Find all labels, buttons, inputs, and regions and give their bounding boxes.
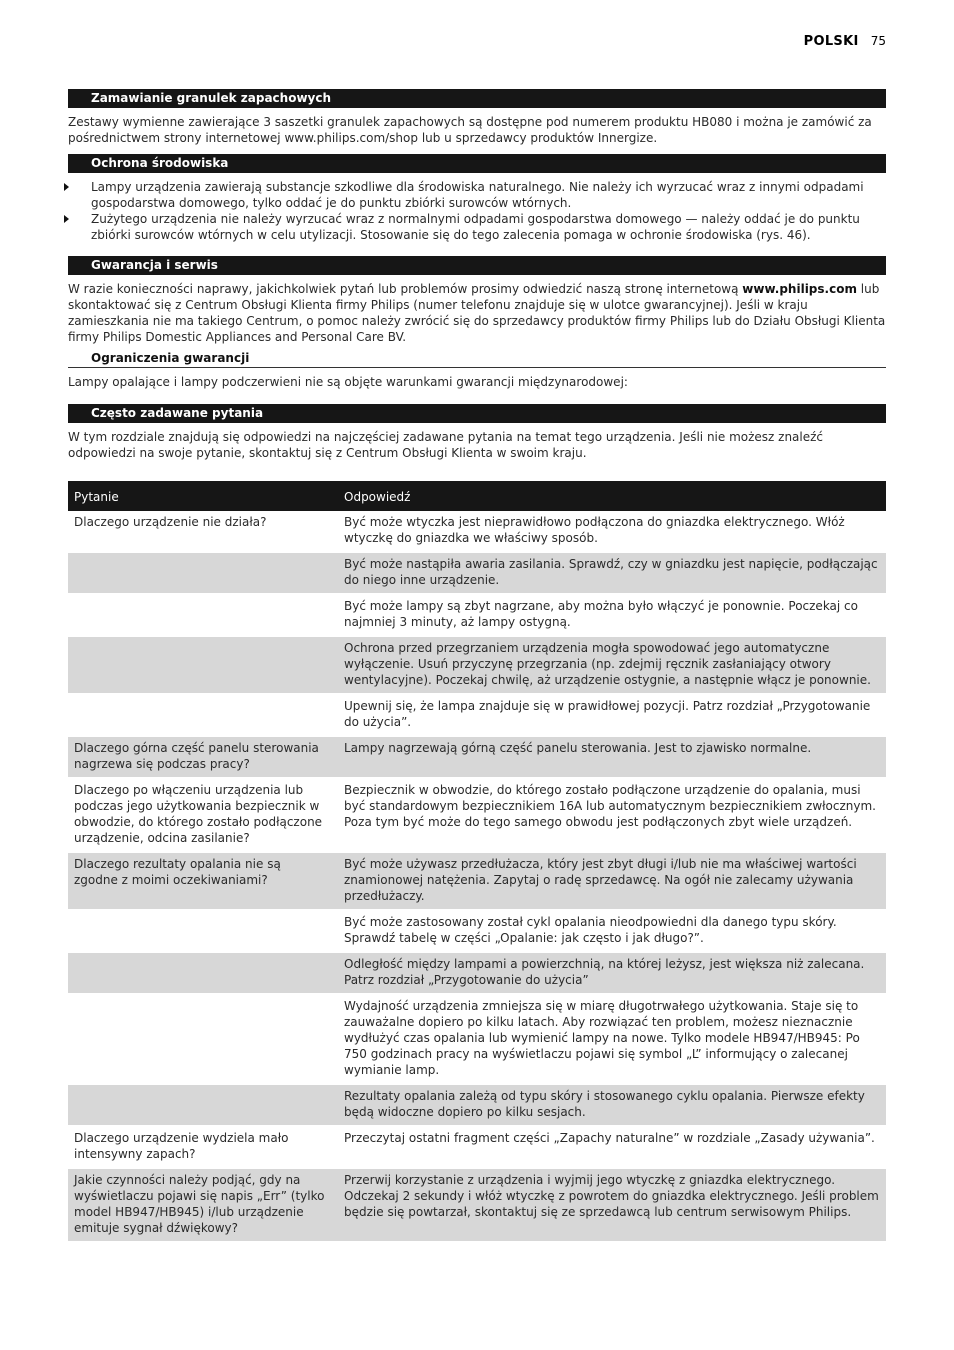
faq-table-body <box>68 511 886 1242</box>
page-content <box>68 89 886 1243</box>
question-cell: Dlaczego po włączeniu urządzenia lub podczas jego użytkowania bezpiecznik w obwodzie, do którego zostało podłączone urządzenie, odcina zasilanie? <box>68 778 332 852</box>
table-row <box>68 1084 886 1126</box>
warranty-text-after: lub skontaktować się z Centrum Obsługi Klienta firmy Philips (numer telefonu znajduje się w ulotce gwarancyjnej). Jeśli w kraju zamieszkania nie ma takiego Centrum, o pomoc należy zwrócić się do sprzedawcy produktów firmy Philips lub do Działu Obsługi Klienta firmy Philips Domestic Appliances and Personal Care BV. <box>68 282 886 344</box>
question-cell <box>68 552 332 594</box>
table-row <box>68 1168 886 1242</box>
faq-intro: W tym rozdziale znajdują się odpowiedzi na najczęściej zadawane pytania na temat tego urządzenia. Jeśli nie możesz znaleźć odpowiedzi na swoje pytanie, skontaktuj się z Centrum Obsługi Klienta w swoim kraju. <box>68 430 824 460</box>
section-title-environment: Ochrona środowiska <box>68 154 886 173</box>
table-row <box>68 778 886 852</box>
question-cell <box>68 594 332 636</box>
faq-table <box>68 481 886 1243</box>
answer-cell: Być może wtyczka jest nieprawidłowo podłączona do gniazdka elektrycznego. Włóż wtyczkę do gniazdka we właściwy sposób. <box>332 511 886 552</box>
environment-bullets <box>68 179 886 243</box>
table-row <box>68 852 886 910</box>
table-row <box>68 994 886 1084</box>
question-cell: Dlaczego górna część panelu sterowania nagrzewa się podczas pracy? <box>68 736 332 778</box>
answer-cell: Być może zastosowany został cykl opalania nieodpowiedni dla danego typu skóry. Sprawdź tabelę w części „Opalanie: jak często i jak długo?”. <box>332 910 886 952</box>
page-header <box>804 34 886 49</box>
language-label: POLSKI <box>803 34 859 49</box>
column-header-answer: Odpowiedź <box>332 481 886 511</box>
bullet-item <box>68 211 886 243</box>
question-cell <box>68 910 332 952</box>
subsection-title-warranty-limits: Ograniczenia gwarancji <box>68 349 886 368</box>
column-header-question: Pytanie <box>68 481 332 511</box>
question-cell <box>68 1084 332 1126</box>
philips-link[interactable]: www.philips.com <box>742 282 857 296</box>
bullet-item <box>68 179 886 211</box>
page-number: 75 <box>870 34 886 48</box>
answer-cell: Przeczytaj ostatni fragment części „Zapachy naturalne” w rozdziale „Zasady używania”. <box>332 1126 886 1168</box>
warranty-text <box>68 281 886 345</box>
question-cell <box>68 952 332 994</box>
question-cell: Dlaczego urządzenie nie działa? <box>68 511 332 552</box>
table-row <box>68 636 886 694</box>
answer-cell: Lampy nagrzewają górną część panelu sterowania. Jest to zjawisko normalne. <box>332 736 886 778</box>
table-row <box>68 1126 886 1168</box>
bullet-text: Zużytego urządzenia nie należy wyrzucać wraz z normalnymi odpadami gospodarstwa domowego — należy oddać je do punktu zbiórki surowców wtórnych w celu utylizacji. Stosowanie się do tego zalecenia pomaga w ochronie środowiska (rys. 46). <box>91 212 860 242</box>
table-row <box>68 694 886 736</box>
faq-header-row <box>68 481 886 511</box>
granules-text: Zestawy wymienne zawierające 3 saszetki granulek zapachowych są dostępne pod numerem produktu HB080 i można je zamówić za pośrednictwem strony internetowej www.philips.com/shop lub u sprzedawcy produktów Innergize. <box>68 115 872 145</box>
warranty-limits-text: Lampy opalające i lampy podczerwieni nie są objęte warunkami gwarancji międzynarodowej: <box>68 375 628 389</box>
table-row <box>68 736 886 778</box>
table-row <box>68 910 886 952</box>
bullet-text: Lampy urządzenia zawierają substancje szkodliwe dla środowiska naturalnego. Nie należy ich wyrzucać wraz z innymi odpadami gospodarstwa domowego, tylko oddać je do punktu zbiórki surowców wtórnych. <box>91 180 864 210</box>
answer-cell: Bezpiecznik w obwodzie, do którego zostało podłączone urządzenie do opalania, musi być standardowym bezpiecznikiem 16A lub automatycznym bezpiecznikiem zwłocznym. Poza tym być może do tego samego obwodu jest podłączonych zbyt wiele urządzeń. <box>332 778 886 852</box>
question-cell <box>68 636 332 694</box>
answer-cell: Rezultaty opalania zależą od typu skóry i stosowanego cyklu opalania. Pierwsze efekty będą widoczne dopiero po kilku sesjach. <box>332 1084 886 1126</box>
table-row <box>68 511 886 552</box>
section-title-warranty: Gwarancja i serwis <box>68 256 886 275</box>
question-cell: Dlaczego urządzenie wydziela mało intensywny zapach? <box>68 1126 332 1168</box>
bullet-arrow-icon <box>64 215 69 223</box>
answer-cell: Ochrona przed przegrzaniem urządzenia mogła spowodować jego automatyczne wyłączenie. Usuń przyczynę przegrzania (np. zdejmij ręcznik zasłaniający otwory wentylacyjne). Poczekaj chwilę, aż urządzenie ostygnie, a następnie włącz je ponownie. <box>332 636 886 694</box>
question-cell: Jakie czynności należy podjąć, gdy na wyświetlaczu pojawi się napis „Err” (tylko model HB947/HB945) i/lub urządzenie emituje sygnał dźwiękowy? <box>68 1168 332 1242</box>
answer-cell: Upewnij się, że lampa znajduje się w prawidłowej pozycji. Patrz rozdział „Przygotowanie do użycia”. <box>332 694 886 736</box>
table-row <box>68 594 886 636</box>
answer-cell: Przerwij korzystanie z urządzenia i wyjmij jego wtyczkę z gniazdka elektrycznego. Odczekaj 2 sekundy i włóż wtyczkę z powrotem do gniazdka elektrycznego. Jeśli problem będzie się powtarzał, skontaktuj się ze sprzedawcą lub centrum serwisowym Philips. <box>332 1168 886 1242</box>
question-cell <box>68 694 332 736</box>
answer-cell: Być może używasz przedłużacza, który jest zbyt długi i/lub nie ma właściwej wartości znamionowej natężenia. Zapytaj o radę sprzedawcę. Na ogół nie zalecamy używania przedłużaczy. <box>332 852 886 910</box>
warranty-text-before: W razie konieczności naprawy, jakichkolwiek pytań lub problemów prosimy odwiedzić naszą stronę internetową <box>68 282 743 296</box>
table-row <box>68 552 886 594</box>
answer-cell: Być może lampy są zbyt nagrzane, aby można było włączyć je ponownie. Poczekaj co najmniej 3 minuty, aż lampy ostygną. <box>332 594 886 636</box>
answer-cell: Wydajność urządzenia zmniejsza się w miarę długotrwałego użytkowania. Staje się to zauważalne dopiero po kilku latach. Aby rozwiązać ten problem, możesz nieznacznie wydłużyć czas opalania lub wymienić lampy na nowe. Tylko modele HB947/HB945: Po 750 godzinach pracy na wyświetlaczu pojawi się symbol „L” informujący o zalecanej wymianie lamp. <box>332 994 886 1084</box>
answer-cell: Odległość między lampami a powierzchnią, na której leżysz, jest większa niż zalecana. Patrz rozdział „Przygotowanie do użycia” <box>332 952 886 994</box>
bullet-arrow-icon <box>64 183 69 191</box>
table-row <box>68 952 886 994</box>
section-title-faq: Często zadawane pytania <box>68 404 886 423</box>
answer-cell: Być może nastąpiła awaria zasilania. Sprawdź, czy w gniazdku jest napięcie, podłączając do niego inne urządzenie. <box>332 552 886 594</box>
section-title-granules: Zamawianie granulek zapachowych <box>68 89 886 108</box>
question-cell: Dlaczego rezultaty opalania nie są zgodne z moimi oczekiwaniami? <box>68 852 332 910</box>
question-cell <box>68 994 332 1084</box>
